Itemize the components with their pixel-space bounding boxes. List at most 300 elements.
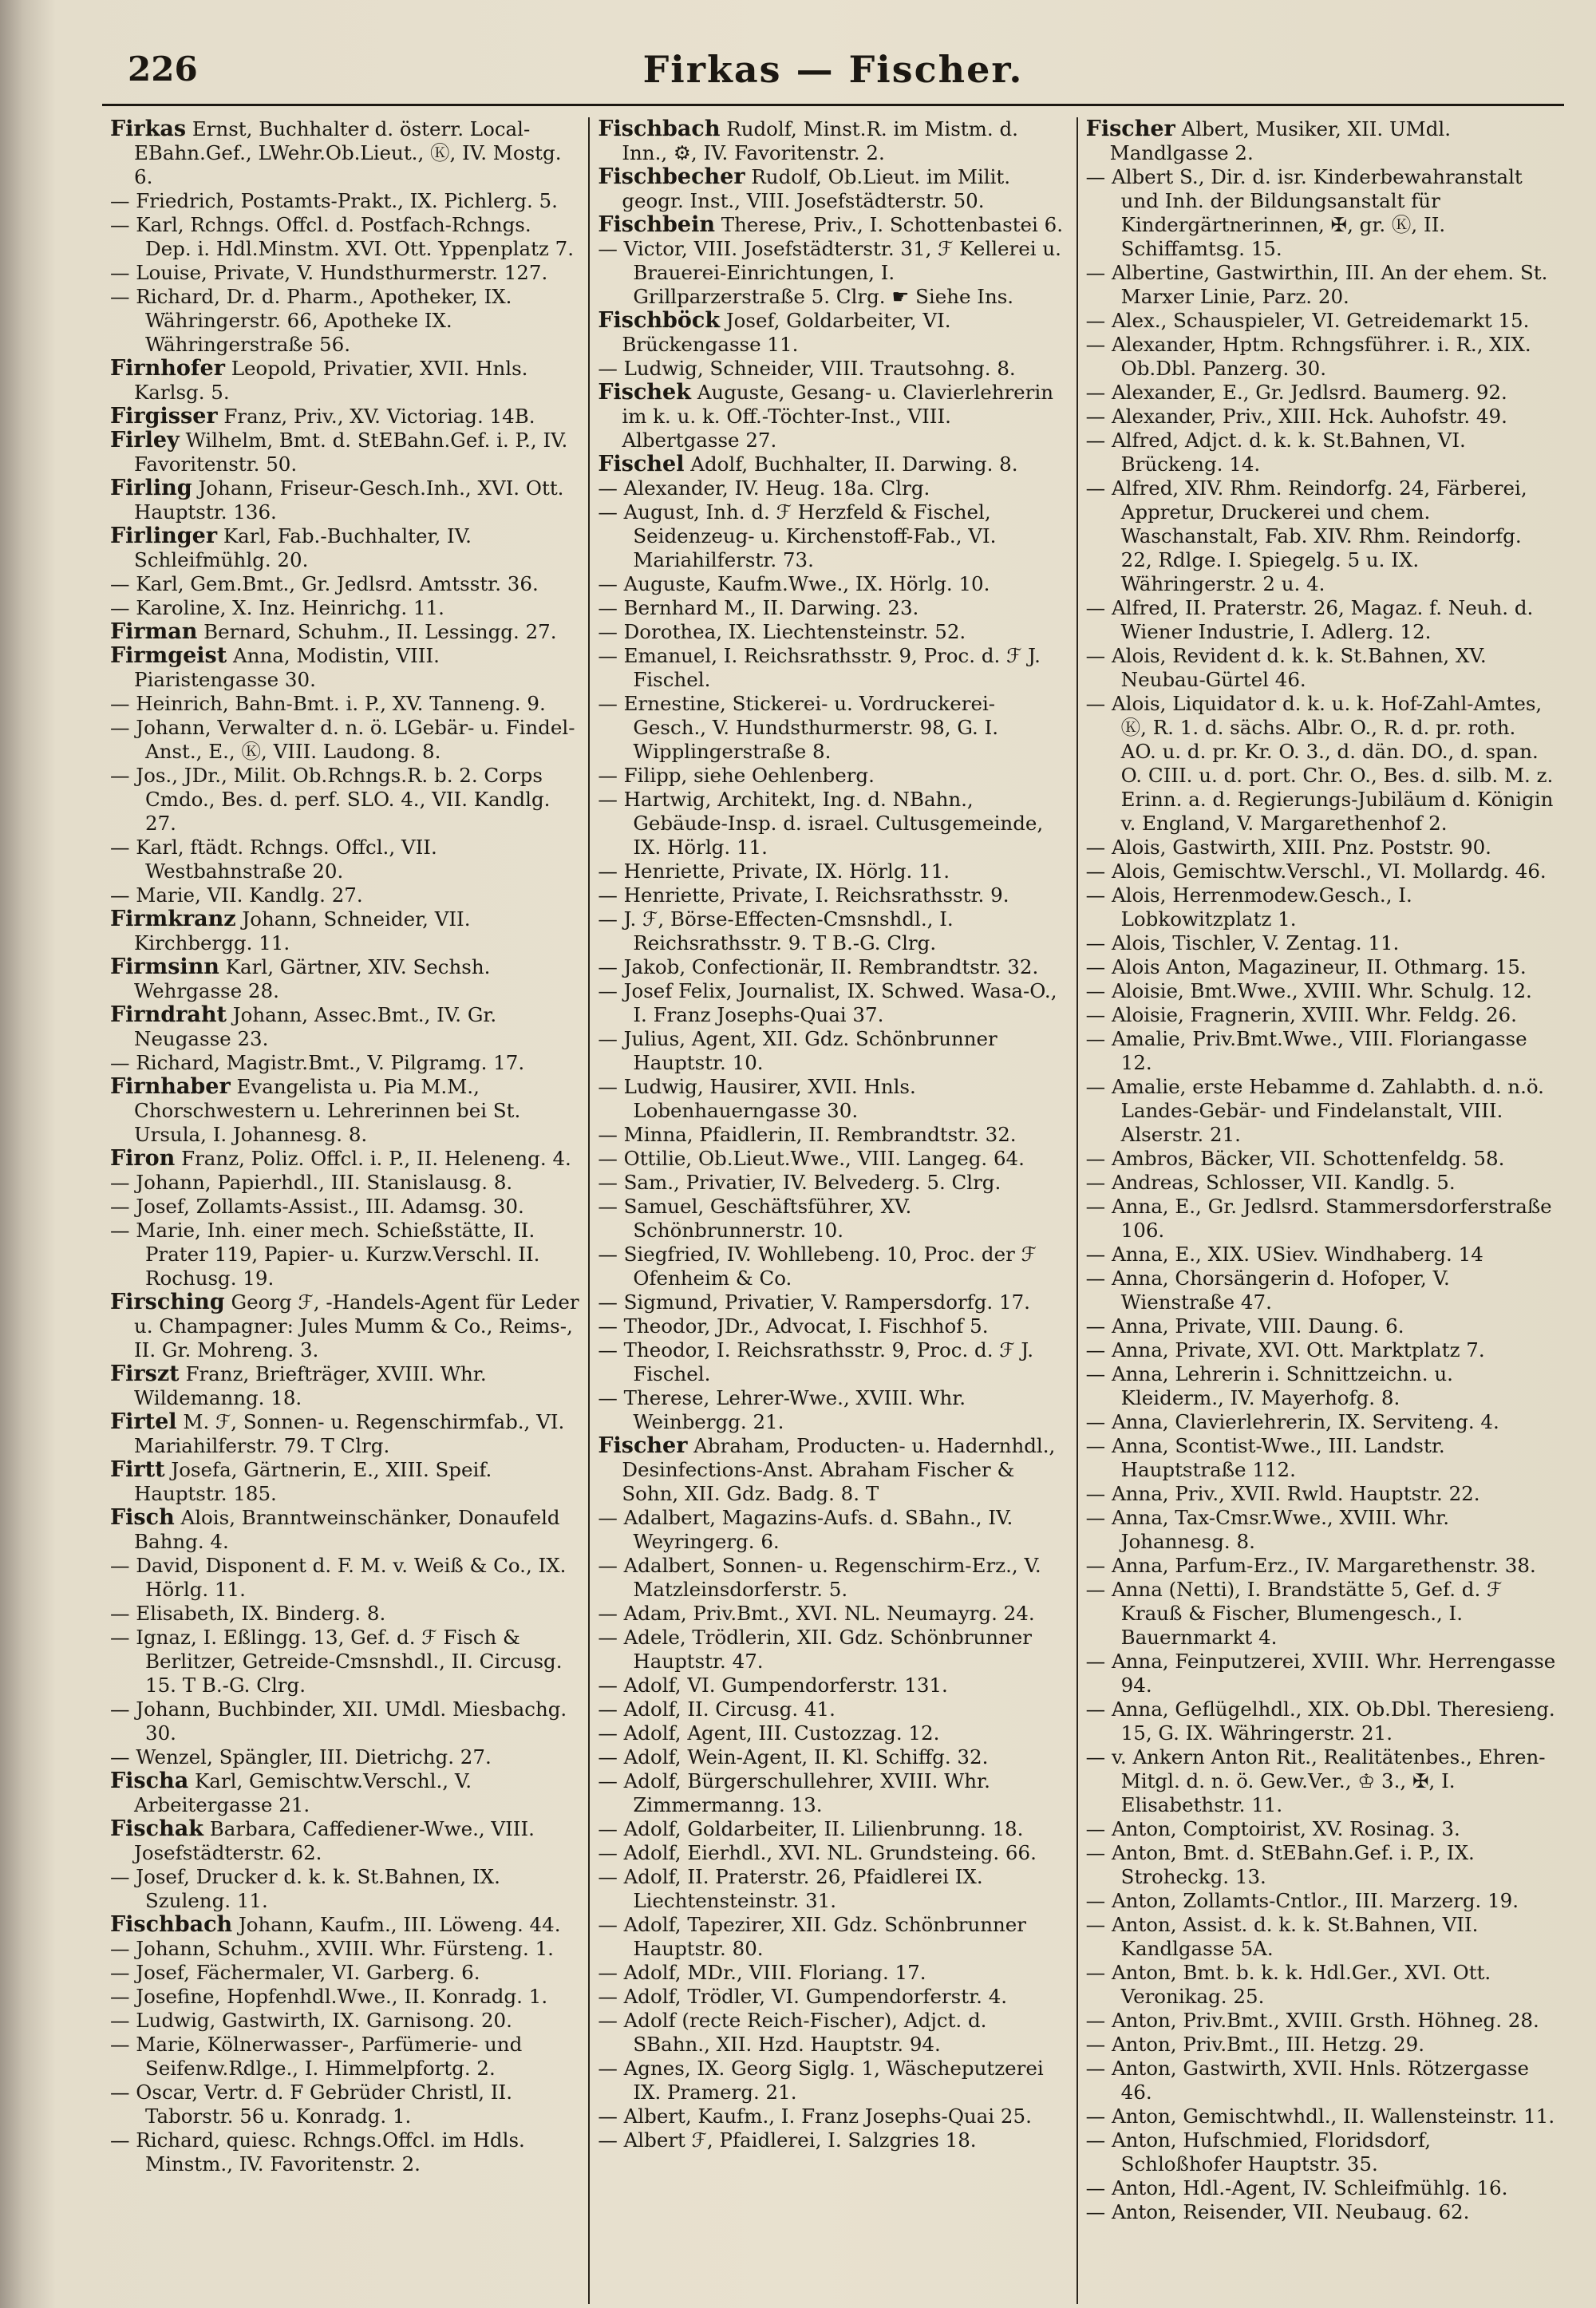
entry-text: — Alois, Tischler, V. Zentag. 11. (1085, 931, 1400, 954)
entry-text: — Ignaz, I. Eßlingg. 13, Gef. d. ℱ Fisch & Berlitzer, Getreide-Cmsnshdl., II. Circusg. 15. T B.-G. Clrg. (110, 1626, 563, 1697)
entry-text: Evangelista u. Pia M.M., Chorschwestern u. Lehrerinnen bei St. Ursula, I. Johannesg. 8. (134, 1075, 521, 1146)
directory-entry (110, 189, 580, 213)
directory-entry (1086, 1578, 1556, 1650)
directory-entry (1086, 261, 1556, 309)
directory-entry (110, 1913, 580, 1937)
entry-text: Karl, Fab.-Buchhalter, IV. Schleifmühlg. 20. (134, 524, 472, 571)
entry-text: — Amalie, erste Hebamme d. Zahlabth. d. n.ö. Landes-Gebär- und Findelanstalt, VIII. Alserstr. 21. (1085, 1075, 1544, 1146)
entry-text: Johann, Schneider, VII. Kirchbergg. 11. (134, 907, 471, 954)
directory-entry (1086, 1243, 1556, 1267)
directory-entry (598, 1147, 1068, 1171)
entry-text: Johann, Kaufm., III. Löweng. 44. (238, 1913, 561, 1936)
directory-entry (110, 1817, 580, 1865)
directory-entry (1086, 429, 1556, 476)
entry-text: — Anton, Reisender, VII. Neubaug. 62. (1085, 2200, 1470, 2223)
directory-entry (598, 1554, 1068, 1602)
directory-entry (1086, 1434, 1556, 1482)
entry-text: — Ottilie, Ob.Lieut.Wwe., VIII. Langeg. 64. (598, 1147, 1025, 1170)
directory-entry (110, 2009, 580, 2033)
entry-surname: Firmkranz (110, 907, 236, 931)
entry-text: Abraham, Producten- u. Hadernhdl., Desinfections-Anst. Abraham Fischer & Sohn, XII. Gdz. Badg. 8. T (622, 1434, 1056, 1505)
entry-text: — Henriette, Private, I. Reichsrathsstr. 9. (598, 883, 1009, 907)
directory-entry (598, 1506, 1068, 1554)
entry-text: — Amalie, Priv.Bmt.Wwe., VIII. Floriangasse 12. (1085, 1027, 1527, 1074)
directory-entry (1086, 1410, 1556, 1434)
entry-surname: Fischer (1085, 117, 1175, 141)
directory-entry (1086, 2128, 1556, 2176)
entry-text: — Marie, Kölnerwasser-, Parfümerie- und Seifenw.Rdlge., I. Himmelpfortg. 2. (110, 2033, 523, 2080)
entry-surname: Fischbach (110, 1912, 233, 1937)
entry-text: Auguste, Gesang- u. Clavierlehrerin im k. u. k. Off.-Töchter-Inst., VIII. Albertgasse 27. (622, 381, 1054, 452)
entry-text: — Karl, ftädt. Rchngs. Offcl., VII. Westbahnstraße 20. (110, 836, 437, 883)
directory-entry (598, 1841, 1068, 1865)
directory-entry (598, 1817, 1068, 1841)
directory-entry (1086, 1147, 1556, 1171)
directory-entry (1086, 1362, 1556, 1410)
entry-text: — Adolf, MDr., VIII. Floriang. 17. (598, 1961, 926, 1984)
entry-text: Bernard, Schuhm., II. Lessingg. 27. (203, 620, 557, 643)
entry-text: — Johann, Buchbinder, XII. UMdl. Miesbachg. 30. (110, 1697, 567, 1745)
directory-entry (598, 907, 1068, 955)
entry-text: Wilhelm, Bmt. d. StEBahn.Gef. i. P., IV. Favoritenstr. 50. (134, 429, 568, 476)
entry-text: — Theodor, JDr., Advocat, I. Fischhof 5. (598, 1314, 989, 1338)
directory-entry (598, 1985, 1068, 2009)
directory-entry (598, 1769, 1068, 1817)
entry-text: — Alfred, II. Praterstr. 26, Magaz. f. Neuh. d. Wiener Industrie, I. Adlerg. 12. (1085, 596, 1534, 643)
directory-entry (110, 692, 580, 716)
entry-text: — Adolf, Tapezirer, XII. Gdz. Schönbrunner Hauptstr. 80. (598, 1913, 1026, 1960)
directory-entry (598, 213, 1068, 237)
entry-text: — Anna, Geflügelhdl., XIX. Ob.Dbl. Theresieng. 15, G. IX. Währingerstr. 21. (1085, 1697, 1555, 1745)
entry-text: — Anton, Gastwirth, XVII. Hnls. Rötzergasse 46. (1085, 2057, 1529, 2104)
directory-entry (110, 1961, 580, 1985)
entry-text: — Ludwig, Gastwirth, IX. Garnisong. 20. (110, 2009, 512, 2032)
directory-entry (110, 1769, 580, 1817)
directory-entry (598, 1721, 1068, 1745)
directory-entry (598, 692, 1068, 764)
entry-text: — Alfred, Adjct. d. k. k. St.Bahnen, VI. Brückeng. 14. (1085, 429, 1466, 476)
directory-entry (598, 644, 1068, 692)
entry-text: — Anton, Hdl.-Agent, IV. Schleifmühlg. 16. (1085, 2176, 1508, 2199)
directory-entry (598, 1338, 1068, 1386)
entry-text: — August, Inh. d. ℱ Herzfeld & Fischel, Seidenzeug- u. Kirchenstoff-Fab., VI. Mariahilferstr. 73. (598, 500, 997, 571)
directory-entry (1086, 644, 1556, 692)
directory-entry (598, 453, 1068, 476)
entry-text: — Alfred, XIV. Rhm. Reindorfg. 24, Färberei, Appretur, Druckerei und chem. Waschanstalt, Fab. XIV. Rhm. Reindorfg. 22, Rdlge. I. Spiegelg. 5 u. IX. Währingerstr. 2 u. 4. (1085, 476, 1527, 595)
directory-entry (110, 1171, 580, 1195)
directory-entry (1086, 979, 1556, 1003)
directory-entry (110, 524, 580, 572)
entry-surname: Firsching (110, 1290, 225, 1314)
entry-text: — Marie, VII. Kandlg. 27. (110, 883, 363, 907)
entry-text: — Adolf, Wein-Agent, II. Kl. Schiffg. 32. (598, 1745, 989, 1769)
column-left (102, 117, 588, 2304)
entry-surname: Fischer (598, 1433, 688, 1458)
entry-text: — Adalbert, Magazins-Aufs. d. SBahn., IV. Weyringerg. 6. (598, 1506, 1013, 1553)
entry-text: — Anna, E., XIX. USiev. Windhaberg. 14 (1085, 1243, 1483, 1266)
running-head: Firkas — Fischer. (642, 48, 1024, 91)
directory-entry (598, 1961, 1068, 1985)
directory-entry (110, 764, 580, 836)
entry-text: — Anna, Private, VIII. Daung. 6. (1085, 1314, 1404, 1338)
entry-text: — Anton, Bmt. d. StEBahn.Gef. i. P., IX. Stroheckg. 13. (1085, 1841, 1475, 1888)
entry-text: — Anna, Chorsängerin d. Hofoper, V. Wienstraße 47. (1085, 1267, 1450, 1314)
directory-entry (110, 955, 580, 1003)
directory-entry (1086, 333, 1556, 381)
entry-text: — Auguste, Kaufm.Wwe., IX. Hörlg. 10. (598, 572, 990, 595)
entry-text: — Theodor, I. Reichsrathsstr. 9, Proc. d. ℱ J. Fischel. (598, 1338, 1034, 1385)
entry-surname: Firmsinn (110, 954, 219, 979)
entry-text: Ernst, Buchhalter d. österr. Local-EBahn.Gef., LWehr.Ob.Lieut., Ⓚ, IV. Mostg. 6. (134, 117, 562, 188)
entry-text: — Anton, Priv.Bmt., XVIII. Grsth. Höhneg. 28. (1085, 2009, 1539, 2032)
directory-entry (110, 1362, 580, 1410)
entry-text: — Jos., JDr., Milit. Ob.Rchngs.R. b. 2. Corps Cmdo., Bes. d. perf. SLO. 4., VII. Kandlg. 27. (110, 764, 551, 835)
directory-entry (110, 429, 580, 476)
entry-text: Rudolf, Ob.Lieut. im Milit. geogr. Inst., VIII. Josefstädterstr. 50. (622, 165, 1011, 212)
directory-entry (110, 644, 580, 692)
entry-text: — Alois, Herrenmodew.Gesch., I. Lobkowitzplatz 1. (1085, 883, 1412, 931)
entry-surname: Firling (110, 476, 192, 500)
directory-entry (1086, 1267, 1556, 1314)
directory-entry (110, 596, 580, 620)
directory-entry (598, 1195, 1068, 1243)
directory-entry (598, 1290, 1068, 1314)
directory-entry (110, 1003, 580, 1051)
directory-entry (1086, 165, 1556, 261)
entry-text: — Karoline, X. Inz. Heinrichg. 11. (110, 596, 444, 619)
entry-text: — Anton, Priv.Bmt., III. Hetzg. 29. (1085, 2033, 1425, 2056)
directory-entry (1086, 2033, 1556, 2057)
directory-entry (1086, 476, 1556, 596)
entry-text: — Anna, Tax-Cmsr.Wwe., XVIII. Whr. Johannesg. 8. (1085, 1506, 1449, 1553)
entry-text: — Albertine, Gastwirthin, III. An der ehem. St. Marxer Linie, Parz. 20. (1085, 261, 1548, 308)
directory-entry (110, 2128, 580, 2176)
directory-entry (1086, 309, 1556, 333)
entry-text: — Emanuel, I. Reichsrathsstr. 9, Proc. d. ℱ J. Fischel. (598, 644, 1041, 691)
column-middle (588, 117, 1076, 2304)
directory-entry (598, 860, 1068, 883)
directory-entry (1086, 1961, 1556, 2009)
entry-surname: Fischbach (598, 117, 721, 141)
directory-entry (598, 596, 1068, 620)
entry-text: — v. Ankern Anton Rit., Realitätenbes., Ehren-Mitgl. d. n. ö. Gew.Ver., ♔ 3., ✠, I. Elisabethstr. 11. (1085, 1745, 1546, 1816)
directory-entry (110, 1051, 580, 1075)
directory-entry (1086, 1817, 1556, 1841)
directory-entry (110, 1554, 580, 1602)
entry-text: — Johann, Schuhm., XVIII. Whr. Fürsteng. 1. (110, 1937, 554, 1960)
entry-text: — Richard, Magistr.Bmt., V. Pilgramg. 17. (110, 1051, 525, 1074)
entry-text: — J. ℱ, Börse-Effecten-Cmsnshdl., I. Reichsrathsstr. 9. T B.-G. Clrg. (598, 907, 954, 954)
entry-text: — Ambros, Bäcker, VII. Schottenfeldg. 58. (1085, 1147, 1505, 1170)
entry-surname: Fisch (110, 1505, 175, 1530)
directory-entry (598, 764, 1068, 788)
directory-entry (598, 1386, 1068, 1434)
entry-text: — Anton, Hufschmied, Floridsdorf, Schloßhofer Hauptstr. 35. (1085, 2128, 1431, 2176)
entry-surname: Firndraht (110, 1002, 227, 1027)
directory-entry (1086, 2009, 1556, 2033)
directory-entry (598, 1075, 1068, 1123)
directory-entry (110, 620, 580, 644)
directory-entry (110, 1075, 580, 1147)
entry-text: — Sigmund, Privatier, V. Rampersdorfg. 17. (598, 1290, 1030, 1314)
directory-entry (110, 1602, 580, 1626)
entry-text: — Alexander, Hptm. Rchngsführer. i. R., XIX. Ob.Dbl. Panzerg. 30. (1085, 333, 1531, 380)
entry-surname: Firtt (110, 1457, 165, 1482)
entry-text: — Adolf, Eierhdl., XVI. NL. Grundsteing. 66. (598, 1841, 1037, 1864)
entry-text: — Adolf, Agent, III. Custozzag. 12. (598, 1721, 940, 1745)
directory-entry (598, 165, 1068, 213)
entry-surname: Firszt (110, 1361, 180, 1386)
entry-surname: Firgisser (110, 404, 218, 429)
entry-text: Therese, Priv., I. Schottenbastei 6. (721, 213, 1064, 236)
column-right (1077, 117, 1564, 2304)
directory-entry (110, 476, 580, 524)
entry-text: — Anna, Private, XVI. Ott. Marktplatz 7. (1085, 1338, 1485, 1361)
directory-entry (598, 1602, 1068, 1626)
directory-entry (598, 1745, 1068, 1769)
entry-text: — Anton, Bmt. b. k. k. Hdl.Ger., XVI. Ott. Veronikag. 25. (1085, 1961, 1491, 2008)
directory-entry (1086, 1841, 1556, 1889)
entry-text: — Alois, Gemischtw.Verschl., VI. Mollardg. 46. (1085, 860, 1547, 883)
directory-entry (1086, 1554, 1556, 1578)
entry-text: Franz, Briefträger, XVIII. Whr. Wildemanng. 18. (134, 1362, 487, 1409)
directory-entry (598, 572, 1068, 596)
entry-text: — Josefine, Hopfenhdl.Wwe., II. Konradg. 1. (110, 1985, 548, 2008)
directory-entry (598, 476, 1068, 500)
entry-text: Alois, Branntweinschänker, Donaufeld Bahng. 4. (134, 1506, 560, 1553)
entry-text: — Richard, quiesc. Rchngs.Offcl. im Hdls. Minstm., IV. Favoritenstr. 2. (110, 2128, 525, 2176)
entry-text: Albert, Musiker, XII. UMdl. Mandlgasse 2. (1109, 117, 1452, 164)
directory-entry (598, 620, 1068, 644)
directory-entry (598, 237, 1068, 309)
entry-surname: Firkas (110, 117, 187, 141)
entry-text: Georg ℱ, -Handels-Agent für Leder u. Champagner: Jules Mumm & Co., Reims-, II. Gr. Mohreng. 3. (134, 1290, 579, 1361)
directory-entry (598, 1314, 1068, 1338)
entry-text: — Henriette, Private, IX. Hörlg. 11. (598, 860, 950, 883)
entry-surname: Fischbecher (598, 164, 745, 189)
entry-text: — Anton, Gemischtwhdl., II. Wallensteinstr. 11. (1085, 2104, 1555, 2128)
directory-entry (110, 716, 580, 764)
entry-text: — Anna (Netti), I. Brandstätte 5, Gef. d. ℱ Krauß & Fischer, Blumengesch., I. Bauernmarkt 4. (1085, 1578, 1503, 1649)
directory-entry (598, 883, 1068, 907)
entry-text: — Albert, Kaufm., I. Franz Josephs-Quai 25. (598, 2104, 1032, 2128)
directory-entry (1086, 2104, 1556, 2128)
entry-text: — Josef, Drucker d. k. k. St.Bahnen, IX. Szuleng. 11. (110, 1865, 500, 1912)
entry-text: — Andreas, Schlosser, VII. Kandlg. 5. (1085, 1171, 1456, 1194)
entry-text: Johann, Friseur-Gesch.Inh., XVI. Ott. Hauptstr. 136. (134, 476, 564, 524)
entry-text: — Alois, Gastwirth, XIII. Pnz. Poststr. 90. (1085, 836, 1491, 859)
directory-entry (598, 1674, 1068, 1697)
directory-entry (598, 2128, 1068, 2152)
entry-text: — Alois Anton, Magazineur, II. Othmarg. 15. (1085, 955, 1527, 978)
entry-text: — Alexander, Priv., XIII. Hck. Auhofstr. 49. (1085, 405, 1507, 428)
directory-entry (110, 261, 580, 285)
directory-entry (110, 907, 580, 955)
directory-entry (110, 1865, 580, 1913)
entry-text: — Bernhard M., II. Darwing. 23. (598, 596, 919, 619)
entry-text: — Sam., Privatier, IV. Belvederg. 5. Clrg. (598, 1171, 1001, 1194)
entry-text: Anna, Modistin, VIII. Piaristengasse 30. (134, 644, 440, 691)
directory-entry (598, 1171, 1068, 1195)
entry-text: — Anton, Zollamts-Cntlor., III. Marzerg. 19. (1085, 1889, 1519, 1912)
directory-entry (110, 2033, 580, 2081)
directory-entry (598, 381, 1068, 453)
directory-entry (598, 1027, 1068, 1075)
directory-entry (110, 1219, 580, 1290)
directory-entry (1086, 860, 1556, 883)
directory-entry (598, 979, 1068, 1027)
entry-text: — Albert S., Dir. d. isr. Kinderbewahranstalt und Inh. der Bildungsanstalt für Kindergärtnerinnen, ✠, gr. Ⓚ, II. Schiffamtsg. 15. (1085, 165, 1523, 260)
entry-text: — Oscar, Vertr. d. F Gebrüder Christl, II. Taborstr. 56 u. Konradg. 1. (110, 2081, 512, 2128)
directory-entry (598, 117, 1068, 165)
entry-surname: Fischa (110, 1769, 189, 1793)
entry-text: — Josef, Zollamts-Assist., III. Adamsg. 30. (110, 1195, 524, 1218)
entry-text: — Louise, Private, V. Hundsthurmerstr. 127. (110, 261, 548, 284)
page-number: 226 (128, 49, 198, 89)
entry-text: — Therese, Lehrer-Wwe., XVIII. Whr. Weinbergg. 21. (598, 1386, 966, 1433)
directory-entry (110, 572, 580, 596)
entry-text: M. ℱ, Sonnen- u. Regenschirmfab., VI. Mariahilferstr. 79. T Clrg. (134, 1410, 565, 1457)
entry-text: — Adolf, II. Circusg. 41. (598, 1697, 836, 1721)
entry-surname: Firlinger (110, 524, 218, 548)
entry-text: Leopold, Privatier, XVII. Hnls. Karlsg. 5. (134, 357, 528, 404)
directory-entry (110, 836, 580, 883)
directory-entry (1086, 1650, 1556, 1697)
entry-text: — Adolf, Bürgerschullehrer, XVIII. Whr. Zimmermanng. 13. (598, 1769, 990, 1816)
directory-entry (1086, 955, 1556, 979)
entry-text: — Siegfried, IV. Wohllebeng. 10, Proc. der ℱ Ofenheim & Co. (598, 1243, 1037, 1290)
entry-text: — Albert ℱ, Pfaidlerei, I. Salzgries 18. (598, 2128, 977, 2152)
entry-text: — Wenzel, Spängler, III. Dietrichg. 27. (110, 1745, 492, 1769)
directory-entry (110, 2081, 580, 2128)
entry-text: — Alois, Liquidator d. k. u. k. Hof-Zahl-Amtes, Ⓚ, R. 1. d. sächs. Albr. O., R. d. pr. roth. AO. u. d. pr. Kr. O. 3., d. dän. DO., d. span. O. CIII. u. d. port. Chr. O., Bes. d. silb. M. z. Erinn. a. d. Regierungs-Jubiläum d. Königin v. England, V. Margarethenhof 2. (1085, 692, 1554, 835)
entry-text: — Adolf, VI. Gumpendorferstr. 131. (598, 1674, 948, 1697)
directory-entry (110, 1195, 580, 1219)
directory-entry (110, 1147, 580, 1171)
directory-entry (1086, 2200, 1556, 2224)
entry-text: — Anna, Parfum-Erz., IV. Margarethenstr. 38. (1085, 1554, 1536, 1577)
directory-entry (598, 2057, 1068, 2104)
entry-text: — Adolf, II. Praterstr. 26, Pfaidlerei IX. Liechtensteinstr. 31. (598, 1865, 983, 1912)
directory-entry (598, 1865, 1068, 1913)
entry-surname: Fischek (598, 380, 691, 405)
entry-text: — Julius, Agent, XII. Gdz. Schönbrunner Hauptstr. 10. (598, 1027, 998, 1074)
entry-surname: Firley (110, 428, 180, 453)
entry-text: — Richard, Dr. d. Pharm., Apotheker, IX. Währingerstr. 66, Apotheke IX. Währingerstraße 56. (110, 285, 512, 356)
directory-entry (1086, 381, 1556, 405)
directory-entry (110, 213, 580, 261)
entry-text: — Adam, Priv.Bmt., XVI. NL. Neumayrg. 24. (598, 1602, 1035, 1625)
directory-entry (110, 1937, 580, 1961)
entry-text: — Adolf (recte Reich-Fischer), Adjct. d. SBahn., XII. Hzd. Hauptstr. 94. (598, 2009, 987, 2056)
entry-text: — Anna, E., Gr. Jedlsrd. Stammersdorferstraße 106. (1085, 1195, 1552, 1242)
entry-text: — Filipp, siehe Oehlenberg. (598, 764, 875, 787)
entry-surname: Fischak (110, 1816, 203, 1841)
entry-surname: Firnhaber (110, 1074, 231, 1099)
directory-entry (598, 788, 1068, 860)
entry-text: — Alexander, E., Gr. Jedlsrd. Baumerg. 92. (1085, 381, 1507, 404)
directory-entry (110, 405, 580, 429)
entry-text: — Heinrich, Bahn-Bmt. i. P., XV. Tanneng. 9. (110, 692, 546, 715)
entry-surname: Firnhofer (110, 356, 225, 381)
directory-entry (598, 1123, 1068, 1147)
directory-entry (598, 1626, 1068, 1674)
entry-text: — Ludwig, Hausirer, XVII. Hnls. Lobenhauerngasse 30. (598, 1075, 916, 1122)
directory-entry (598, 1243, 1068, 1290)
directory-entry (1086, 1338, 1556, 1362)
directory-entry (110, 357, 580, 405)
directory-entry (110, 1458, 580, 1506)
entry-text: Josefa, Gärtnerin, E., XIII. Speif. Hauptstr. 185. (134, 1458, 492, 1505)
entry-text: — Marie, Inh. einer mech. Schießstätte, II. Prater 119, Papier- u. Kurzw.Verschl. II. Rochusg. 19. (110, 1219, 540, 1290)
entry-text: — Anton, Assist. d. k. k. St.Bahnen, VII. Kandlgasse 5A. (1085, 1913, 1479, 1960)
entry-text: — Karl, Rchngs. Offcl. d. Postfach-Rchngs. Dep. i. Hdl.Minstm. XVI. Ott. Yppenplatz 7. (110, 213, 575, 260)
directory-entry (598, 1913, 1068, 1961)
directory-entry (1086, 405, 1556, 429)
entry-text: — Johann, Papierhdl., III. Stanislausg. 8. (110, 1171, 513, 1194)
entry-surname: Fischel (598, 452, 685, 476)
entry-text: Franz, Poliz. Offcl. i. P., II. Heleneng. 4. (181, 1147, 571, 1170)
directory-entry (1086, 692, 1556, 836)
directory-entry (598, 1697, 1068, 1721)
entry-text: — David, Disponent d. F. M. v. Weiß & Co., IX. Hörlg. 11. (110, 1554, 567, 1601)
directory-entry (110, 1745, 580, 1769)
entry-text: — Victor, VIII. Josefstädterstr. 31, ℱ Kellerei u. Brauerei-Einrichtungen, I. Grillparzerstraße 5. Clrg. ☛ Siehe Ins. (598, 237, 1061, 308)
directory-entry (110, 1290, 580, 1362)
entry-text: — Anna, Priv., XVII. Rwld. Hauptstr. 22. (1085, 1482, 1480, 1505)
entry-text: — Adolf, Trödler, VI. Gumpendorferstr. 4. (598, 1985, 1008, 2008)
entry-text: — Josef Felix, Journalist, IX. Schwed. Wasa-O., I. Franz Josephs-Quai 37. (598, 979, 1057, 1026)
directory-entry (1086, 2176, 1556, 2200)
entry-text: — Friedrich, Postamts-Prakt., IX. Pichlerg. 5. (110, 189, 558, 212)
entry-surname: Firman (110, 619, 198, 644)
directory-entry (598, 1434, 1068, 1506)
directory-entry (1086, 1745, 1556, 1817)
directory-entry (1086, 1171, 1556, 1195)
entry-surname: Firon (110, 1146, 176, 1171)
directory-entry (598, 955, 1068, 979)
entry-surname: Fischböck (598, 308, 721, 333)
entry-text: Barbara, Caffediener-Wwe., VIII. Josefstädterstr. 62. (134, 1817, 535, 1864)
entry-text: — Elisabeth, IX. Binderg. 8. (110, 1602, 386, 1625)
entry-text: — Anton, Comptoirist, XV. Rosinag. 3. (1085, 1817, 1460, 1840)
directory-entry (1086, 1027, 1556, 1075)
entry-surname: Fischbein (598, 212, 715, 237)
entry-text: — Anna, Clavierlehrerin, IX. Serviteng. 4. (1085, 1410, 1499, 1433)
entry-text: — Adele, Trödlerin, XII. Gdz. Schönbrunner Hauptstr. 47. (598, 1626, 1032, 1673)
entry-text: — Alex., Schauspieler, VI. Getreidemarkt 15. (1085, 309, 1530, 332)
directory-entry (1086, 2057, 1556, 2104)
directory-entry (1086, 596, 1556, 644)
directory-entry (110, 1626, 580, 1697)
entry-text: — Agnes, IX. Georg Siglg. 1, Wäscheputzerei IX. Pramerg. 21. (598, 2057, 1044, 2104)
entry-text: — Dorothea, IX. Liechtensteinstr. 52. (598, 620, 966, 643)
entry-text: — Ludwig, Schneider, VIII. Trautsohng. 8. (598, 357, 1016, 380)
entry-text: — Jakob, Confectionär, II. Rembrandtstr. 32. (598, 955, 1039, 978)
entry-text: Johann, Assec.Bmt., IV. Gr. Neugasse 23. (134, 1003, 497, 1050)
entry-text: Josef, Goldarbeiter, VI. Brückengasse 11. (622, 309, 951, 356)
directory-entry (598, 500, 1068, 572)
directory-entry (598, 2009, 1068, 2057)
directory-entry (110, 1410, 580, 1458)
directory-entry (1086, 1506, 1556, 1554)
entry-text: — Adolf, Goldarbeiter, II. Lilienbrunng. 18. (598, 1817, 1024, 1840)
entry-text: — Samuel, Geschäftsführer, XV. Schönbrunnerstr. 10. (598, 1195, 912, 1242)
entry-text: — Ernestine, Stickerei- u. Vordruckerei-Gesch., V. Hundsthurmerstr. 98, G. I. Wipplingerstraße 8. (598, 692, 999, 763)
entry-text: — Hartwig, Architekt, Ing. d. NBahn., Gebäude-Insp. d. israel. Cultusgemeinde, IX. Hörlg. 11. (598, 788, 1044, 859)
directory-entry (1086, 1195, 1556, 1243)
directory-entry (110, 1697, 580, 1745)
